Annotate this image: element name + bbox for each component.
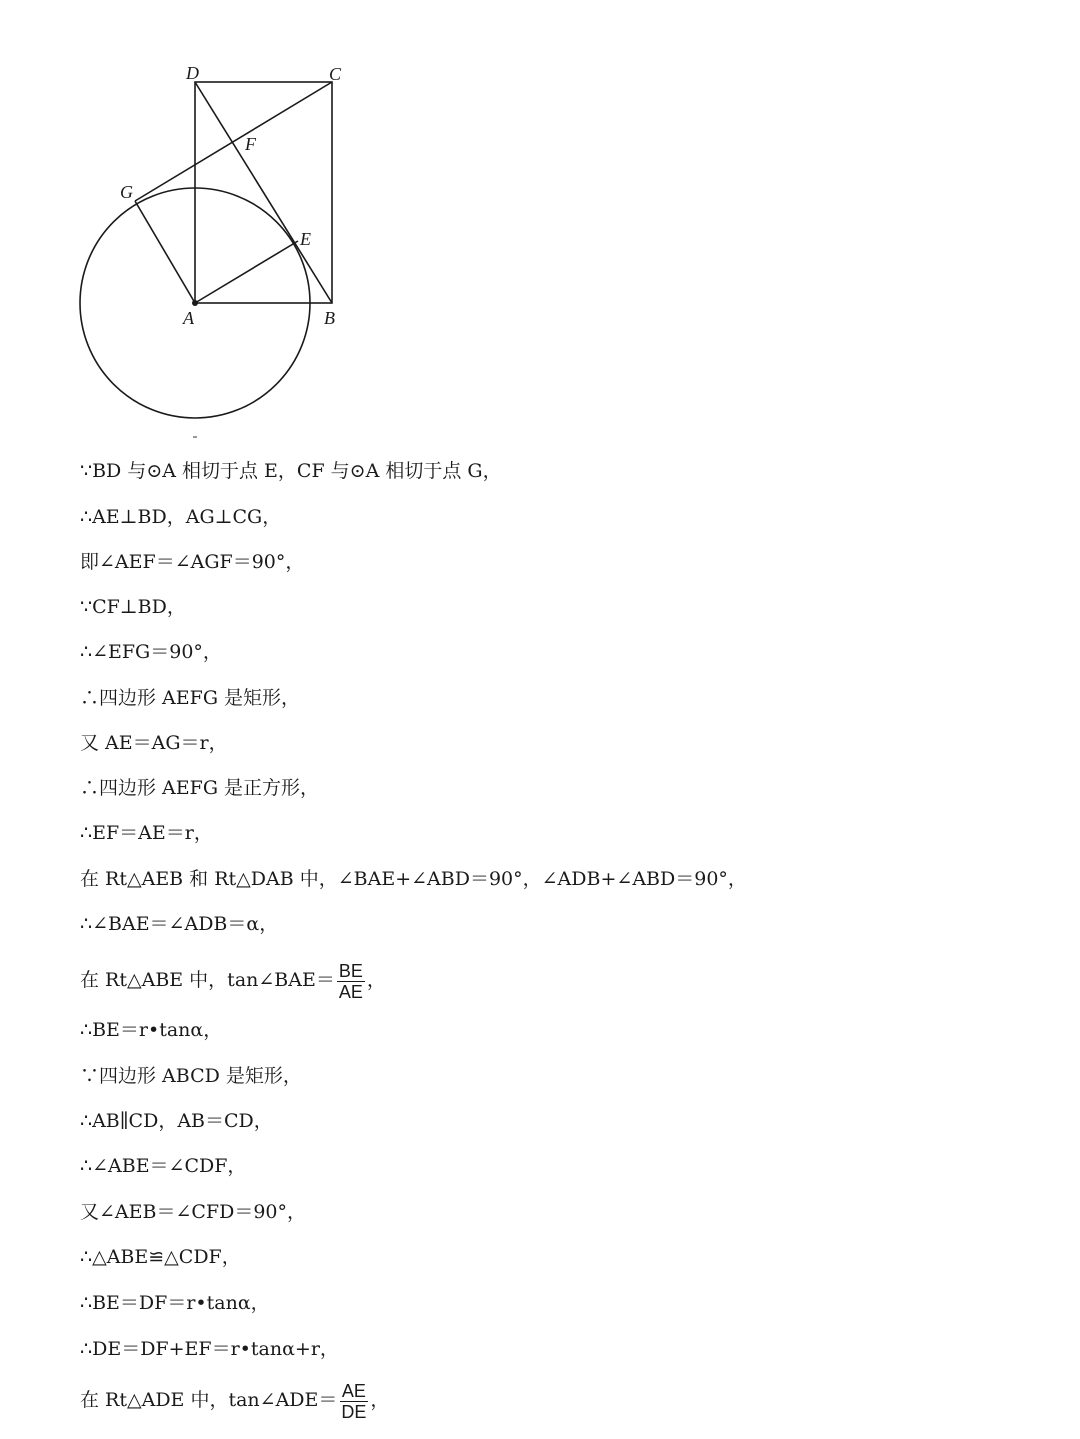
label-b: B <box>324 308 335 328</box>
segment-ae <box>195 241 298 303</box>
proof-line: ∵BD 与⊙A 相切于点 E，CF 与⊙A 相切于点 G， <box>80 460 502 482</box>
proof-line: ∴BE＝DF＝r•tanα， <box>80 1292 270 1314</box>
proof-line-fraction: 在 Rt△ADE 中，tan∠ADE＝ $\frac{AE}{DE}$ ， <box>80 1380 390 1422</box>
proof-line: ∴四边形 AEFG 是矩形， <box>80 687 301 709</box>
proof-line: ∴∠ABE＝∠CDF， <box>80 1155 247 1177</box>
proof-line: 又∠AEB＝∠CFD＝90°， <box>80 1201 307 1223</box>
segment-cg <box>135 82 332 201</box>
proof-line: ∴BE＝r•tanα， <box>80 1019 223 1041</box>
proof-line: 又 AE＝AG＝r， <box>80 732 228 754</box>
proof-line: ∴EF＝AE＝r， <box>80 822 213 844</box>
proof-line: 即∠AEF＝∠AGF＝90°， <box>80 551 305 573</box>
proof-line: ∴四边形 AEFG 是正方形， <box>80 777 320 799</box>
fraction-be-ae: $\frac{BE}{AE}$ <box>338 960 363 1002</box>
label-g: G <box>120 182 133 202</box>
proof-line: ∴△ABE≌△CDF， <box>80 1246 241 1268</box>
segment-ag <box>135 201 195 303</box>
geometry-figure <box>0 0 420 450</box>
proof-line: ∴AB∥CD，AB＝CD， <box>80 1110 273 1132</box>
proof-line-fraction: 在 Rt△ABE 中，tan∠BAE＝ $\frac{BE}{AE}$ ， <box>80 960 386 1002</box>
proof-line: ∴∠EFG＝90°， <box>80 641 222 663</box>
proof-line: ∵四边形 ABCD 是矩形， <box>80 1065 302 1087</box>
label-d: D <box>186 63 199 83</box>
proof-line: ∴AE⊥BD，AG⊥CG， <box>80 506 282 528</box>
proof-line: ∵CF⊥BD， <box>80 596 186 618</box>
proof-line: ∴DE＝DF+EF＝r•tanα+r， <box>80 1338 339 1360</box>
proof-line: 在 Rt△AEB 和 Rt△DAB 中，∠BAE+∠ABD＝90°，∠ADB+∠ABD＝90°， <box>80 868 747 890</box>
label-f: F <box>245 134 256 154</box>
fraction-ae-de: $\frac{AE}{DE}$ <box>341 1380 367 1422</box>
center-point-a <box>192 300 198 306</box>
label-c: C <box>329 64 342 84</box>
label-a: A <box>183 308 194 328</box>
proof-line: ∴∠BAE＝∠ADB＝α， <box>80 913 279 935</box>
geometry-diagram <box>0 0 420 450</box>
label-e: E <box>300 229 311 249</box>
segment-bd <box>195 82 332 303</box>
